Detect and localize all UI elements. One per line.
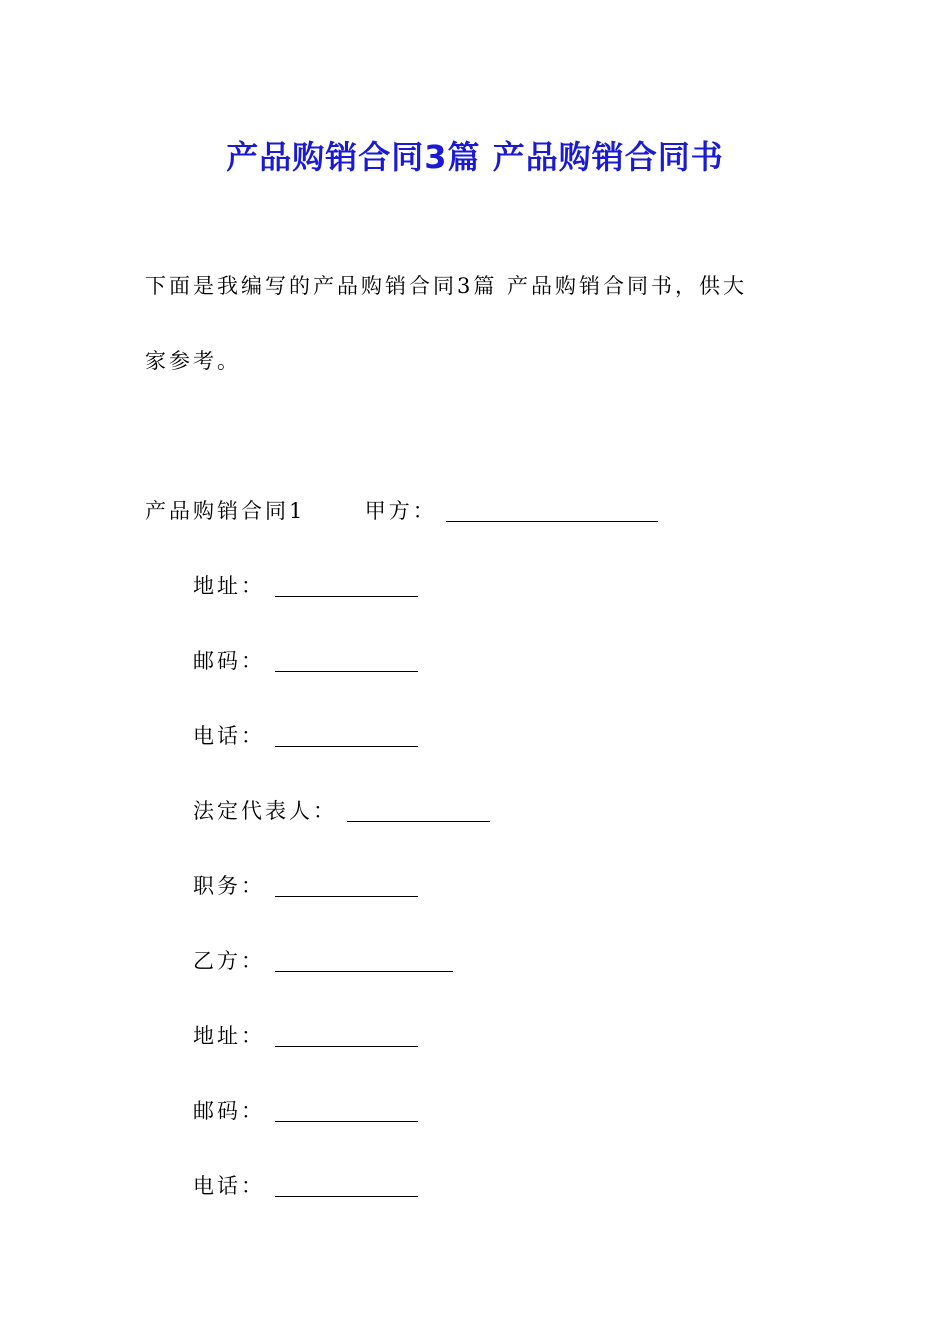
- party-b-postcode-label: 邮码：: [193, 1099, 265, 1123]
- party-a-address-label: 地址：: [193, 574, 265, 598]
- party-a-postcode-blank[interactable]: [275, 649, 418, 672]
- section-heading: 产品购销合同1: [145, 499, 306, 523]
- party-b-postcode-row: [193, 1095, 418, 1125]
- party-a-address-blank[interactable]: [275, 574, 418, 597]
- party-b-blank[interactable]: [275, 949, 453, 972]
- party-a-phone-blank[interactable]: [275, 724, 418, 747]
- party-a-phone-row: [193, 720, 418, 750]
- section-heading-row: [145, 495, 658, 525]
- party-a-position-label: 职务：: [193, 874, 265, 898]
- party-a-legal-rep-blank[interactable]: [347, 799, 490, 822]
- party-b-postcode-blank[interactable]: [275, 1099, 418, 1122]
- party-a-label: 甲方：: [364, 499, 437, 523]
- party-a-address-row: [193, 570, 418, 600]
- party-a-legal-rep-label: 法定代表人：: [193, 799, 337, 823]
- party-a-position-row: [193, 870, 418, 900]
- party-a-legal-rep-row: [193, 795, 490, 825]
- party-b-row: [193, 945, 453, 975]
- document-title: 产品购销合同3篇 产品购销合同书: [226, 138, 724, 176]
- party-b-address-label: 地址：: [193, 1024, 265, 1048]
- party-b-phone-label: 电话：: [193, 1174, 265, 1198]
- party-a-postcode-label: 邮码：: [193, 649, 265, 673]
- intro-line-2: 家参考。: [145, 349, 241, 373]
- intro-line-1: 下面是我编写的产品购销合同3篇 产品购销合同书，供大: [145, 274, 748, 298]
- party-b-label: 乙方：: [193, 949, 265, 973]
- party-b-address-blank[interactable]: [275, 1024, 418, 1047]
- party-b-phone-blank[interactable]: [275, 1174, 418, 1197]
- party-b-address-row: [193, 1020, 418, 1050]
- party-a-postcode-row: [193, 645, 418, 675]
- party-a-position-blank[interactable]: [275, 874, 418, 897]
- party-b-phone-row: [193, 1170, 418, 1200]
- party-a-phone-label: 电话：: [193, 724, 265, 748]
- party-a-blank[interactable]: [446, 499, 658, 522]
